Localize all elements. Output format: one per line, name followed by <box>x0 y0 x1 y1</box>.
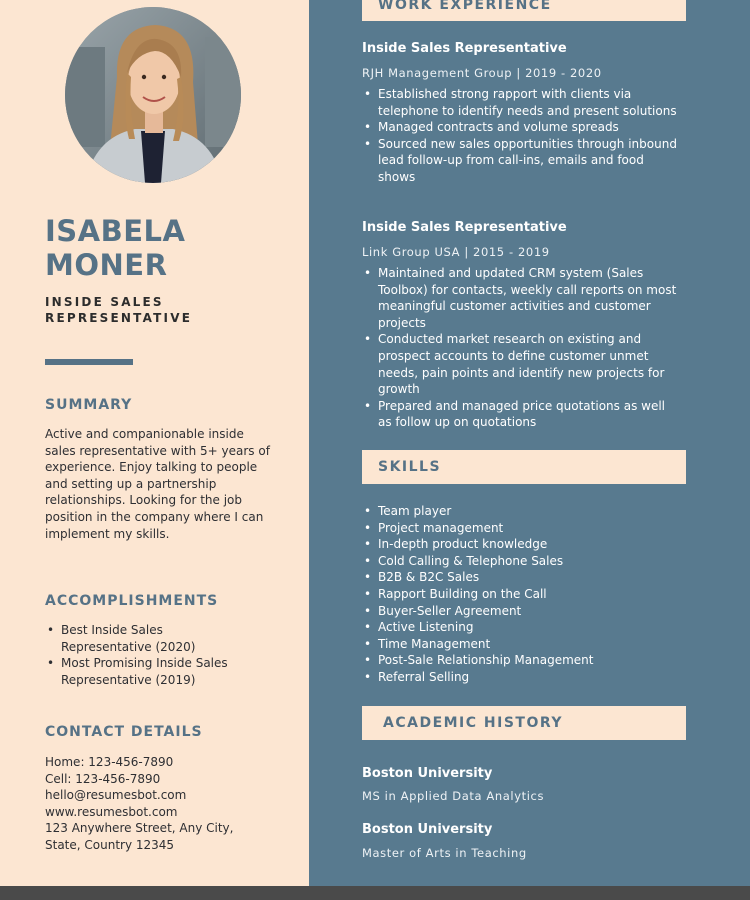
job-1-company: RJH Management Group | 2019 - 2020 <box>362 66 602 80</box>
edu-1-school: Boston University <box>362 766 493 781</box>
skills-list <box>362 503 687 686</box>
title-line-2: REPRESENTATIVE <box>45 311 193 325</box>
profile-photo <box>65 7 241 183</box>
title-line-1: INSIDE SALES <box>45 295 164 309</box>
bottom-bar <box>0 886 750 900</box>
skill-item: • Project management <box>362 520 687 537</box>
email[interactable]: hello@resumesbot.com <box>45 788 187 803</box>
cell-phone: Cell: 123-456-7890 <box>45 771 161 786</box>
job-bullet: • Prepared and managed price quotations as well as follow up on quotations <box>362 398 682 431</box>
skill-item: • Buyer-Seller Agreement <box>362 603 687 620</box>
portrait-image <box>65 7 241 183</box>
skill-item: • Referral Selling <box>362 669 687 686</box>
contact-heading: CONTACT DETAILS <box>45 724 203 740</box>
website[interactable]: www.resumesbot.com <box>45 804 178 819</box>
accomplishment-item: • Most Promising Inside Sales Representative (2019) <box>45 655 255 688</box>
job-bullet: • Maintained and updated CRM system (Sales Toolbox) for contacts, weekly call reports on most meaningful customer activities and customer projects <box>362 265 682 331</box>
skill-item: • Time Management <box>362 636 687 653</box>
full-name <box>45 214 295 282</box>
skill-item: • Cold Calling & Telephone Sales <box>362 553 687 570</box>
skill-item: • Active Listening <box>362 619 687 636</box>
job-bullet: • Managed contracts and volume spreads <box>362 119 682 136</box>
name-divider <box>45 359 133 365</box>
skill-item: • Team player <box>362 503 687 520</box>
job-2-company: Link Group USA | 2015 - 2019 <box>362 245 550 259</box>
skill-item: • B2B & B2C Sales <box>362 569 687 586</box>
accomplishments-heading: ACCOMPLISHMENTS <box>45 593 219 609</box>
last-name: MONER <box>45 248 168 282</box>
skill-item: • Post-Sale Relationship Management <box>362 652 687 669</box>
job-bullet: • Established strong rapport with clients via telephone to identify needs and present solutions <box>362 86 682 119</box>
job-2-bullets <box>362 265 682 431</box>
job-1-bullets <box>362 86 682 186</box>
address-line-1: 123 Anywhere Street, Any City, <box>45 821 234 836</box>
summary-heading: SUMMARY <box>45 397 133 413</box>
edu-2-degree: Master of Arts in Teaching <box>362 846 527 860</box>
summary-text: Active and companionable inside sales representative with 5+ years of experience. Enjoy talking to people and setting up a partnership relationships. Looking for the job position in the company where I can implement my skills. <box>45 427 270 541</box>
job-title <box>45 294 295 326</box>
skills-heading: SKILLS <box>362 450 686 484</box>
academic-history-heading: ACADEMIC HISTORY <box>362 706 686 740</box>
skill-item: • In-depth product knowledge <box>362 536 687 553</box>
first-name: ISABELA <box>45 214 186 248</box>
address-line-2: State, Country 12345 <box>45 837 175 852</box>
accomplishments-list <box>45 622 255 688</box>
work-experience-heading: WORK EXPERIENCE <box>362 0 686 21</box>
contact-details <box>45 754 285 854</box>
job-bullet: • Conducted market research on existing and prospect accounts to define customer unmet needs, pain points and identify new projects for growth <box>362 331 682 397</box>
edu-2-school: Boston University <box>362 822 493 837</box>
home-phone: Home: 123-456-7890 <box>45 755 174 769</box>
edu-1-degree: MS in Applied Data Analytics <box>362 789 545 803</box>
accomplishment-item: • Best Inside Sales Representative (2020) <box>45 622 255 655</box>
job-1-title: Inside Sales Representative <box>362 41 567 56</box>
job-2-title: Inside Sales Representative <box>362 220 567 235</box>
job-bullet: • Sourced new sales opportunities through inbound lead follow-up from call-ins, emails and food shows <box>362 136 682 186</box>
skill-item: • Rapport Building on the Call <box>362 586 687 603</box>
